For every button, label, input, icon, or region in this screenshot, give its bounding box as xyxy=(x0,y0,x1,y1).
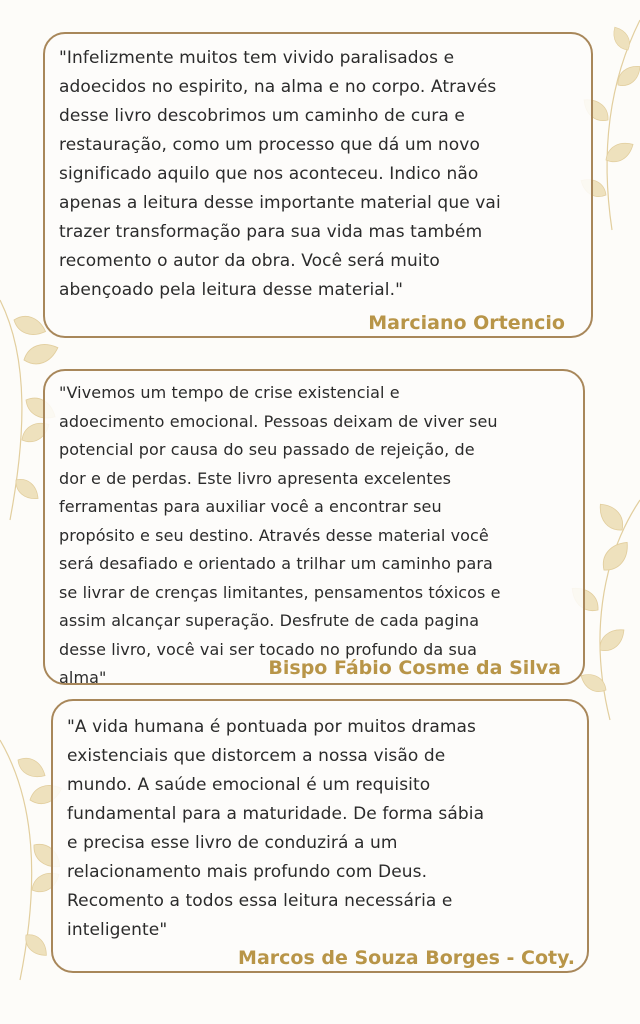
testimonial-quote: "Infelizmente muitos tem vivido paralisados e adoecidos no espirito, na alma e no corpo. Através desse livro descobrimos um caminho de cura e restauração, como um processo que dá um novo significado aquilo que nos aconteceu. Indico não apenas a leitura desse importante material que vai trazer transformação para sua vida mas também recomento o autor da obra. Você será muito abençoado pela leitura desse material." xyxy=(59,48,501,300)
testimonial-card-1 xyxy=(43,32,593,338)
testimonial-quote: "A vida humana é pontuada por muitos dramas existenciais que distorcem a nossa visão de mundo. A saúde emocional é um requisito fundamental para a maturidade. De forma sábia e precisa esse livro de conduzirá a um relacionamento mais profundo com Deus. Recomento a todos essa leitura necessária e inteligente" xyxy=(67,717,485,940)
testimonial-author: Marciano Ortencio xyxy=(368,312,565,334)
testimonial-card-3 xyxy=(51,699,589,973)
testimonial-author: Marcos de Souza Borges - Coty. xyxy=(238,947,575,969)
testimonial-author: Bispo Fábio Cosme da Silva xyxy=(268,657,561,679)
testimonial-card-2 xyxy=(43,369,585,685)
testimonial-quote: "Vivemos um tempo de crise existencial e adoecimento emocional. Pessoas deixam de viver seu potencial por causa do seu passado de rejeição, de dor e de perdas. Este livro apresenta excelentes ferramentas para auxiliar você a encontrar seu propósito e seu destino. Através desse material você será desafiado e orientado a trilhar um caminho para se livrar de crenças limitantes, pensamentos tóxicos e assim alcançar superação. Desfrute de cada pagina desse livro, você vai ser tocado no profundo da sua alma" xyxy=(59,383,501,687)
